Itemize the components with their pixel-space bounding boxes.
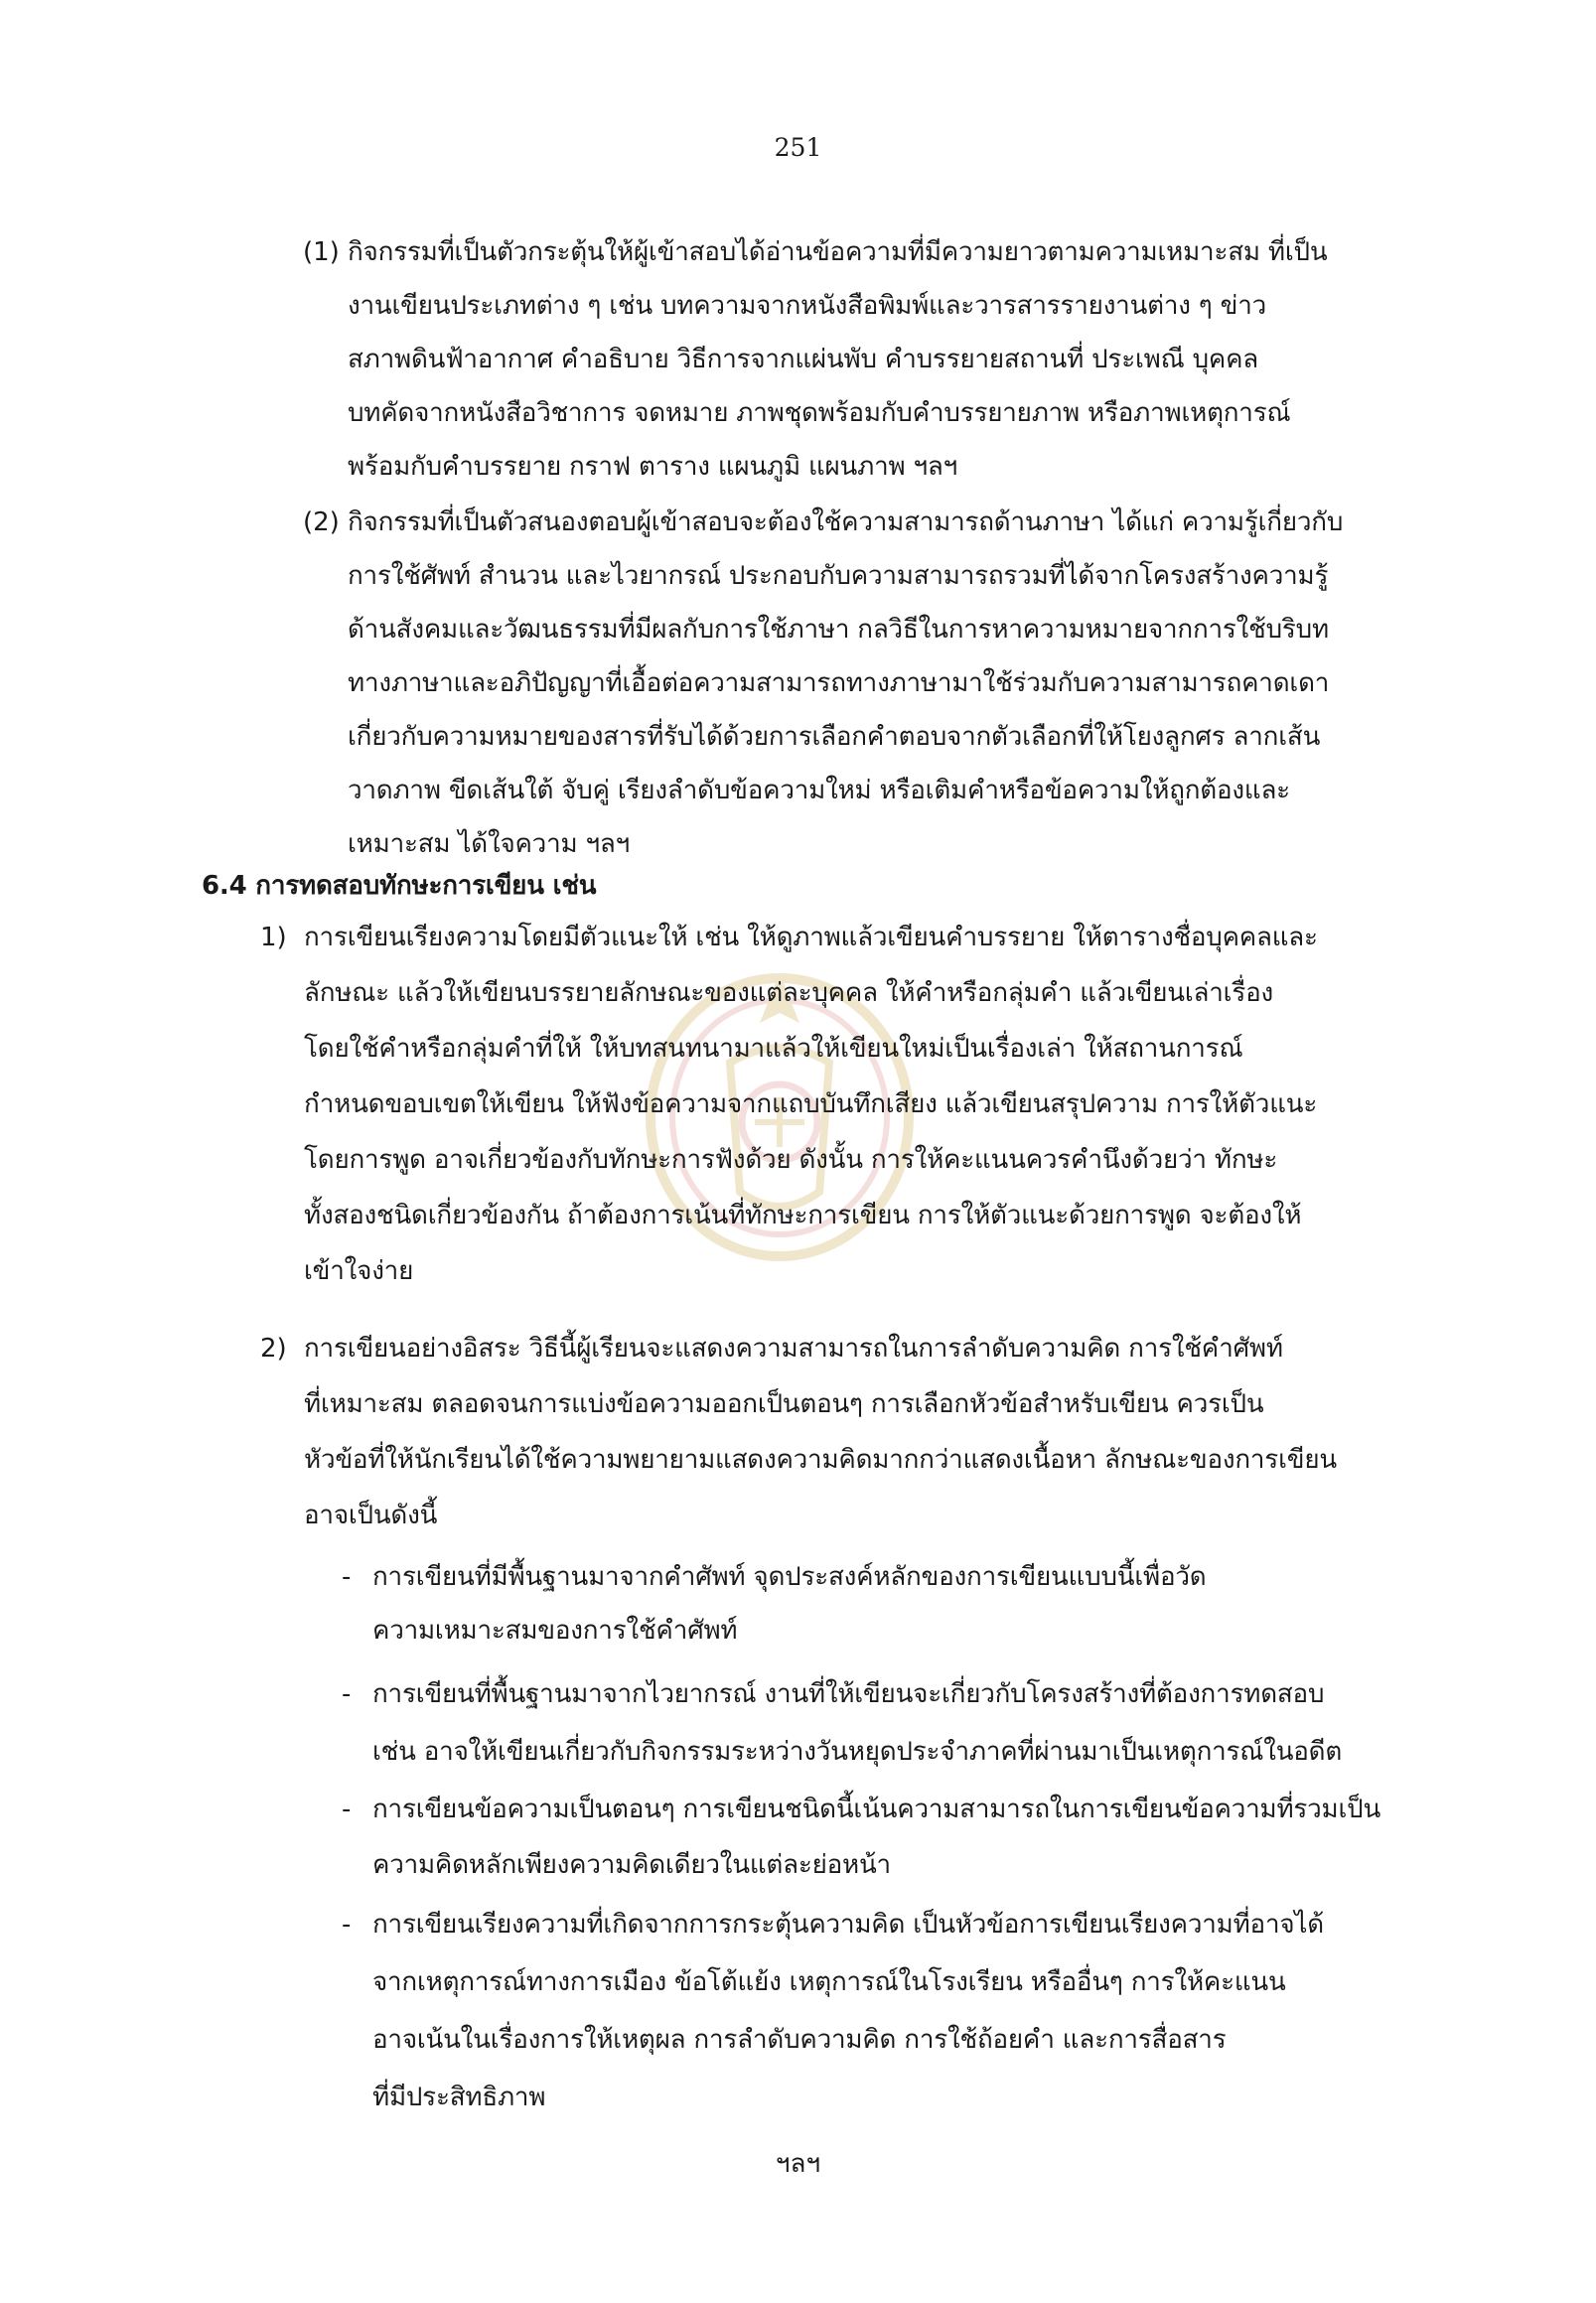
bullet-4-line: จากเหตุการณ์ทางการเมือง ข้อโต้แย้ง เหตุการณ์ในโรงเรียน หรืออื่นๆ การให้คะแนน <box>372 1967 1286 1997</box>
item-2-line: ทางภาษาและอภิปัญญาที่เอื้อต่อความสามารถทางภาษามาใช้ร่วมกับความสามารถคาดเดา <box>348 668 1330 698</box>
writing-item-1-line: ลักษณะ แล้วให้เขียนบรรยายลักษณะของแต่ละบุคคล ให้คำหรือกลุ่มคำ แล้วเขียนเล่าเรื่อง <box>304 978 1274 1008</box>
item-2-line: เกี่ยวกับความหมายของสารที่รับได้ด้วยการเลือกคำตอบจากตัวเลือกที่ให้โยงลูกศร ลากเส้น <box>348 722 1321 752</box>
writing-item-2-marker: 2) <box>260 1334 287 1364</box>
writing-item-1-line: โดยใช้คำหรือกลุ่มคำที่ให้ ให้บทสนทนามาแล้วให้เขียนใหม่เป็นเรื่องเล่า ให้สถานการณ์ <box>304 1034 1243 1064</box>
bullet-1-marker: - <box>342 1562 352 1592</box>
item-2-line: วาดภาพ ขีดเส้นใต้ จับคู่ เรียงลำดับข้อความใหม่ หรือเติมคำหรือข้อความให้ถูกต้องและ <box>348 776 1290 805</box>
writing-item-2-line: การเขียนอย่างอิสระ วิธีนี้ผู้เรียนจะแสดงความสามารถในการลำดับความคิด การใช้คำศัพท์ <box>304 1334 1283 1364</box>
writing-item-2-line: หัวข้อที่ให้นักเรียนได้ใช้ความพยายามแสดงความคิดมากกว่าแสดงเนื้อหา ลักษณะของการเขียน <box>304 1445 1337 1475</box>
footer-etc: ฯลฯ <box>775 2149 821 2179</box>
writing-item-1-marker: 1) <box>260 923 287 952</box>
item-1-line: บทคัดจากหนังสือวิชาการ จดหมาย ภาพชุดพร้อมกับคำบรรยายภาพ หรือภาพเหตุการณ์ <box>348 398 1291 428</box>
item-2-line: การใช้ศัพท์ สำนวน และไวยากรณ์ ประกอบกับความสามารถรวมที่ได้จากโครงสร้างความรู้ <box>348 561 1329 591</box>
bullet-3-line: ความคิดหลักเพียงความคิดเดียวในแต่ละย่อหน้า <box>372 1850 891 1880</box>
writing-item-1-line: การเขียนเรียงความโดยมีตัวแนะให้ เช่น ให้ดูภาพแล้วเขียนคำบรรยาย ให้ตารางชื่อบุคคลและ <box>304 923 1318 952</box>
bullet-3-line: การเขียนข้อความเป็นตอนๆ การเขียนชนิดนี้เน้นความสามารถในการเขียนข้อความที่รวมเป็น <box>372 1795 1381 1824</box>
item-1-line: สภาพดินฟ้าอากาศ คำอธิบาย วิธีการจากแผ่นพับ คำบรรยายสถานที่ ประเพณี บุคคล <box>348 345 1258 374</box>
bullet-4-line: การเขียนเรียงความที่เกิดจากการกระตุ้นความคิด เป็นหัวข้อการเขียนเรียงความที่อาจได้ <box>372 1910 1324 1940</box>
writing-item-1-line: กำหนดขอบเขตให้เขียน ให้ฟังข้อความจากแถบบันทึกเสียง แล้วเขียนสรุปความ การให้ตัวแนะ <box>304 1089 1318 1119</box>
bullet-4-line: อาจเน้นในเรื่องการให้เหตุผล การลำดับความคิด การใช้ถ้อยคำ และการสื่อสาร <box>372 2025 1227 2055</box>
writing-item-1-line: เข้าใจง่าย <box>304 1256 414 1286</box>
item-2-line: เหมาะสม ได้ใจความ ฯลฯ <box>348 829 631 859</box>
bullet-2-line: เช่น อาจให้เขียนเกี่ยวกับกิจกรรมระหว่างวันหยุดประจำภาคที่ผ่านมาเป็นเหตุการณ์ในอดีต <box>372 1737 1343 1767</box>
bullet-1-line: การเขียนที่มีพื้นฐานมาจากคำศัพท์ จุดประสงค์หลักของการเขียนแบบนี้เพื่อวัด <box>372 1562 1207 1592</box>
section-heading: 6.4 การทดสอบทักษะการเขียน เช่น <box>202 871 597 901</box>
bullet-2-marker: - <box>342 1679 352 1709</box>
item-1-line: พร้อมกับคำบรรยาย กราฟ ตาราง แผนภูมิ แผนภาพ ฯลฯ <box>348 452 957 482</box>
item-2-marker: (2) <box>303 507 340 537</box>
bullet-1-line: ความเหมาะสมของการใช้คำศัพท์ <box>372 1616 738 1646</box>
item-1-marker: (1) <box>303 237 340 267</box>
writing-item-2-line: ที่เหมาะสม ตลอดจนการแบ่งข้อความออกเป็นตอนๆ การเลือกหัวข้อสำหรับเขียน ควรเป็น <box>304 1389 1264 1419</box>
bullet-4-line: ที่มีประสิทธิภาพ <box>372 2083 546 2112</box>
bullet-2-line: การเขียนที่พื้นฐานมาจากไวยากรณ์ งานที่ให้เขียนจะเกี่ยวกับโครงสร้างที่ต้องการทดสอบ <box>372 1679 1325 1709</box>
bullet-4-marker: - <box>342 1910 352 1940</box>
writing-item-1-line: โดยการพูด อาจเกี่ยวข้องกับทักษะการฟังด้วย ดังนั้น การให้คะแนนควรคำนึงด้วยว่า ทักษะ <box>304 1145 1278 1175</box>
bullet-3-marker: - <box>342 1795 352 1824</box>
item-1-line: งานเขียนประเภทต่าง ๆ เช่น บทความจากหนังสือพิมพ์และวารสารรายงานต่าง ๆ ข่าว <box>348 291 1267 321</box>
item-2-line: ด้านสังคมและวัฒนธรรมที่มีผลกับการใช้ภาษา กลวิธีในการหาความหมายจากการใช้บริบท <box>348 615 1329 645</box>
item-2-line: กิจกรรมที่เป็นตัวสนองตอบผู้เข้าสอบจะต้องใช้ความสามารถด้านภาษา ได้แก่ ความรู้เกี่ยวกับ <box>348 507 1344 537</box>
page-number: 251 <box>774 133 822 162</box>
writing-item-2-line: อาจเป็นดังนี้ <box>304 1501 438 1530</box>
writing-item-1-line: ทั้งสองชนิดเกี่ยวข้องกัน ถ้าต้องการเน้นที่ทักษะการเขียน การให้ตัวแนะด้วยการพูด จะต้องให้ <box>304 1201 1302 1230</box>
item-1-line: กิจกรรมที่เป็นตัวกระตุ้นให้ผู้เข้าสอบได้อ่านข้อความที่มีความยาวตามความเหมาะสม ที่เป็น <box>348 237 1328 267</box>
